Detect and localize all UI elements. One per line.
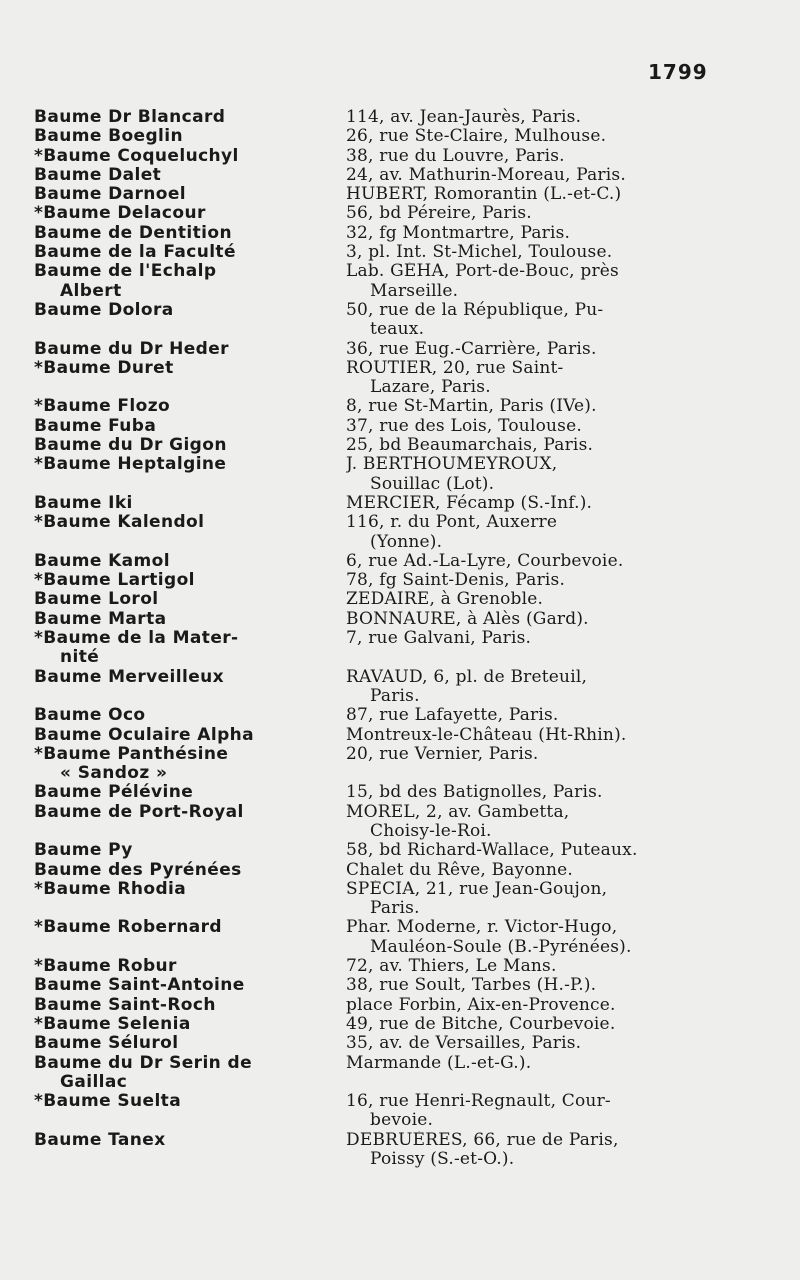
directory-entry <box>34 185 724 204</box>
product-address-line: Choisy-le-Roi. <box>370 821 492 841</box>
product-name <box>34 494 334 513</box>
product-name-line: Baume Lorol <box>34 590 159 610</box>
product-address <box>334 996 724 1015</box>
product-name <box>34 996 334 1015</box>
product-address-line: Marmande (L.-et-G.). <box>346 1053 532 1073</box>
product-address-line: 72, av. Thiers, Le Mans. <box>346 957 557 977</box>
product-name-line: Baume Tanex <box>34 1130 166 1150</box>
product-name-line: Baume Dolora <box>34 300 174 320</box>
product-address-line: DEBRUÈRES, 66, rue de Paris, <box>346 1130 619 1150</box>
product-address-line: 7, rue Galvani, Paris. <box>346 629 532 649</box>
directory-entry <box>34 108 724 127</box>
directory-entry <box>34 513 724 552</box>
product-address <box>334 918 724 957</box>
product-name-line: Baume du Dr Gigon <box>34 436 227 456</box>
product-address <box>334 726 724 745</box>
product-name-line: *Baume Robernard <box>34 918 222 938</box>
directory-entry <box>34 436 724 455</box>
product-address <box>334 668 724 707</box>
directory-entry <box>34 726 724 745</box>
product-name <box>34 262 334 301</box>
product-name <box>34 224 334 243</box>
directory-entry <box>34 204 724 223</box>
directory-entry <box>34 1054 724 1093</box>
directory-entry <box>34 455 724 494</box>
product-name <box>34 918 334 937</box>
product-name-line: Baume Darnoel <box>34 185 186 205</box>
product-address <box>334 513 724 552</box>
product-name <box>34 726 334 745</box>
directory-entry <box>34 494 724 513</box>
product-name-line: *Baume Duret <box>34 358 174 378</box>
product-address-line: 35, av. de Versailles, Paris. <box>346 1034 582 1054</box>
product-address <box>334 1015 724 1034</box>
product-name <box>34 359 334 378</box>
directory-entry <box>34 976 724 995</box>
directory-entry <box>34 1015 724 1034</box>
product-address-line: 15, bd des Batignolles, Paris. <box>346 783 603 803</box>
product-name-line: *Baume Panthésine <box>34 744 229 764</box>
directory-entry <box>34 706 724 725</box>
product-address <box>334 803 724 842</box>
product-address-line: 78, fg Saint-Denis, Paris. <box>346 571 566 591</box>
product-address-line: Lazare, Paris. <box>370 378 491 398</box>
directory-entry <box>34 957 724 976</box>
product-name-line: *Baume Coqueluchyl <box>34 146 239 166</box>
product-address <box>334 861 724 880</box>
product-address <box>334 359 724 398</box>
product-address-line: 32, fg Montmartre, Paris. <box>346 223 571 243</box>
product-address-line: 87, rue Lafayette, Paris. <box>346 706 559 726</box>
product-name-line: Baume Oculaire Alpha <box>34 725 255 745</box>
product-address <box>334 185 724 204</box>
product-name-line: Baume Boeglin <box>34 127 183 147</box>
product-address-line: SPÉCIA, 21, rue Jean-Goujon, <box>346 879 608 899</box>
product-name <box>34 147 334 166</box>
product-name-line: Albert <box>60 281 122 301</box>
product-name <box>34 629 334 668</box>
product-address-line: 24, av. Mathurin-Moreau, Paris. <box>346 165 626 185</box>
product-address <box>334 1054 724 1073</box>
product-address-line: Montreux-le-Château (Ht-Rhin). <box>346 725 627 745</box>
directory-entry <box>34 552 724 571</box>
directory-entry <box>34 127 724 146</box>
product-address-line: 58, bd Richard-Wallace, Puteaux. <box>346 841 638 861</box>
product-name <box>34 397 334 416</box>
product-address <box>334 127 724 146</box>
product-address-line: 38, rue du Louvre, Paris. <box>346 146 565 166</box>
directory-entry <box>34 359 724 398</box>
product-address-line: J. BERTHOUMEYROUX, <box>346 455 558 475</box>
product-address <box>334 340 724 359</box>
product-name <box>34 166 334 185</box>
product-address <box>334 1034 724 1053</box>
product-address <box>334 108 724 127</box>
product-name-line: *Baume Robur <box>34 957 177 977</box>
product-address <box>334 436 724 455</box>
product-name-line: Baume Saint-Roch <box>34 995 216 1015</box>
product-address-line: 56, bd Péreire, Paris. <box>346 204 532 224</box>
product-name <box>34 571 334 590</box>
product-name <box>34 301 334 320</box>
directory-entry <box>34 1131 724 1170</box>
product-name-line: Baume Kamol <box>34 551 170 571</box>
product-address-line: 26, rue Ste-Claire, Mulhouse. <box>346 127 607 147</box>
product-address <box>334 706 724 725</box>
product-address-line: Phar. Moderne, r. Victor-Hugo, <box>346 918 618 938</box>
directory-entry <box>34 147 724 166</box>
product-address-line: ROUTIER, 20, rue Saint- <box>346 358 564 378</box>
directory-entry <box>34 166 724 185</box>
product-name-line: « Sandoz » <box>60 764 168 784</box>
product-address-line: 50, rue de la République, Pu- <box>346 300 604 320</box>
product-address-line: ZEDAIRE, à Grenoble. <box>346 590 544 610</box>
product-address-line: HUBERT, Romorantin (L.-et-C.) <box>346 185 622 205</box>
product-name <box>34 1092 334 1111</box>
product-name-line: Baume de Dentition <box>34 223 232 243</box>
product-address-line: BONNAURE, à Alès (Gard). <box>346 609 589 629</box>
product-name-line: Baume du Dr Serin de <box>34 1053 253 1073</box>
product-address-line: 116, r. du Pont, Auxerre <box>346 513 558 533</box>
product-name <box>34 185 334 204</box>
product-address-line: 3, pl. Int. St-Michel, Toulouse. <box>346 243 613 263</box>
product-name-line: *Baume Delacour <box>34 204 206 224</box>
directory-entry <box>34 262 724 301</box>
product-name-line: Baume de la Faculté <box>34 243 236 263</box>
product-name-line: *Baume Heptalgine <box>34 455 227 475</box>
product-address <box>334 417 724 436</box>
product-address-line: bevoie. <box>370 1111 434 1131</box>
product-address <box>334 976 724 995</box>
directory-entry <box>34 841 724 860</box>
directory-entry <box>34 301 724 340</box>
product-name-line: *Baume de la Mater- <box>34 629 239 649</box>
product-address-line: Paris. <box>370 899 420 919</box>
product-address <box>334 783 724 802</box>
product-address-line: 20, rue Vernier, Paris. <box>346 744 539 764</box>
product-address <box>334 224 724 243</box>
directory-entry <box>34 1034 724 1053</box>
product-address-line: Poissy (S.-et-O.). <box>370 1150 515 1170</box>
product-address-line: MERCIER, Fécamp (S.-Inf.). <box>346 493 593 513</box>
product-address-line: Souillac (Lot). <box>370 474 495 494</box>
product-name-line: *Baume Flozo <box>34 397 171 417</box>
product-name-line: Baume Merveilleux <box>34 667 225 687</box>
product-name <box>34 1054 334 1093</box>
product-address-line: Marseille. <box>370 281 459 301</box>
product-address <box>334 147 724 166</box>
product-name <box>34 590 334 609</box>
product-name-line: *Baume Lartigol <box>34 571 195 591</box>
product-name <box>34 204 334 223</box>
product-address <box>334 841 724 860</box>
product-name <box>34 340 334 359</box>
product-address-line: Paris. <box>370 686 420 706</box>
directory-entry <box>34 243 724 262</box>
product-address-line: 49, rue de Bitche, Courbevoie. <box>346 1014 616 1034</box>
product-address <box>334 880 724 919</box>
product-name <box>34 1015 334 1034</box>
directory-entry <box>34 1092 724 1131</box>
product-address-line: MOREL, 2, av. Gambetta, <box>346 802 570 822</box>
product-address-line: 16, rue Henri-Regnault, Cour- <box>346 1092 611 1112</box>
product-name-line: Baume Pélévine <box>34 783 194 803</box>
product-name <box>34 803 334 822</box>
product-address-line: 6, rue Ad.-La-Lyre, Courbevoie. <box>346 551 624 571</box>
product-name <box>34 513 334 532</box>
directory-entry <box>34 629 724 668</box>
product-address <box>334 243 724 262</box>
product-name <box>34 841 334 860</box>
product-address-line: RAVAUD, 6, pl. de Breteuil, <box>346 667 588 687</box>
product-address-line: Lab. GÉHA, Port-de-Bouc, près <box>346 262 619 282</box>
product-address <box>334 957 724 976</box>
product-name-line: Baume des Pyrénées <box>34 860 242 880</box>
product-name <box>34 417 334 436</box>
product-address-line: 37, rue des Lois, Toulouse. <box>346 416 582 436</box>
product-address <box>334 552 724 571</box>
directory-entry <box>34 861 724 880</box>
product-name-line: *Baume Rhodia <box>34 879 187 899</box>
product-name <box>34 976 334 995</box>
product-address <box>334 629 724 648</box>
directory-entry <box>34 880 724 919</box>
product-name-line: Baume Saint-Antoine <box>34 976 245 996</box>
product-address-line: (Yonne). <box>370 532 443 552</box>
directory-entry <box>34 803 724 842</box>
directory-entries <box>34 108 724 1169</box>
product-address <box>334 166 724 185</box>
page-number: 1799 <box>648 60 708 84</box>
product-address <box>334 262 724 301</box>
product-name-line: Gaillac <box>60 1072 128 1092</box>
product-address <box>334 1092 724 1131</box>
directory-entry <box>34 610 724 629</box>
product-name <box>34 243 334 262</box>
product-name <box>34 108 334 127</box>
product-address-line: Mauléon-Soule (B.-Pyrénées). <box>370 937 632 957</box>
product-name <box>34 783 334 802</box>
product-name <box>34 880 334 899</box>
product-name-line: *Baume Suelta <box>34 1092 182 1112</box>
product-name-line: *Baume Kalendol <box>34 513 205 533</box>
product-address <box>334 455 724 494</box>
directory-entry <box>34 417 724 436</box>
product-name <box>34 127 334 146</box>
product-name <box>34 706 334 725</box>
product-address-line: 25, bd Beaumarchais, Paris. <box>346 436 594 456</box>
product-address-line: 8, rue St-Martin, Paris (IVe). <box>346 397 597 417</box>
product-name <box>34 861 334 880</box>
product-name <box>34 957 334 976</box>
directory-entry <box>34 397 724 416</box>
product-name-line: Baume Sélurol <box>34 1034 179 1054</box>
product-address <box>334 571 724 590</box>
product-name-line: Baume Dalet <box>34 165 162 185</box>
product-address <box>334 1131 724 1170</box>
product-name-line: Baume Dr Blancard <box>34 108 226 127</box>
product-address-line: 38, rue Soult, Tarbes (H.-P.). <box>346 976 597 996</box>
product-name <box>34 745 334 784</box>
product-address-line: place Forbin, Aix-en-Provence. <box>346 995 616 1015</box>
product-address-line: teaux. <box>370 320 425 340</box>
directory-entry <box>34 590 724 609</box>
directory-entry <box>34 745 724 784</box>
product-name-line: Baume Iki <box>34 493 133 513</box>
product-address <box>334 204 724 223</box>
product-address <box>334 745 724 764</box>
product-name <box>34 668 334 687</box>
directory-entry <box>34 668 724 707</box>
product-name <box>34 455 334 474</box>
product-name-line: nité <box>60 648 100 668</box>
product-name <box>34 1034 334 1053</box>
directory-entry <box>34 918 724 957</box>
product-name-line: Baume Fuba <box>34 416 157 436</box>
product-name-line: Baume Marta <box>34 609 167 629</box>
product-name <box>34 436 334 455</box>
product-address-line: Chalet du Rêve, Bayonne. <box>346 860 574 880</box>
product-address <box>334 301 724 340</box>
directory-entry <box>34 783 724 802</box>
product-name-line: Baume Py <box>34 841 133 861</box>
product-address-line: 36, rue Eug.-Carrière, Paris. <box>346 339 597 359</box>
directory-entry <box>34 571 724 590</box>
product-name-line: Baume de l'Echalp <box>34 262 217 282</box>
product-address <box>334 494 724 513</box>
product-address <box>334 397 724 416</box>
product-name-line: *Baume Selenia <box>34 1014 191 1034</box>
directory-entry <box>34 996 724 1015</box>
product-name-line: Baume Oco <box>34 706 146 726</box>
directory-entry <box>34 340 724 359</box>
directory-entry <box>34 224 724 243</box>
product-address <box>334 590 724 609</box>
product-address-line: 114, av. Jean-Jaurès, Paris. <box>346 108 582 127</box>
product-name-line: Baume du Dr Heder <box>34 339 229 359</box>
product-address <box>334 610 724 629</box>
product-name-line: Baume de Port-Royal <box>34 802 244 822</box>
product-name <box>34 1131 334 1150</box>
product-name <box>34 610 334 629</box>
product-name <box>34 552 334 571</box>
